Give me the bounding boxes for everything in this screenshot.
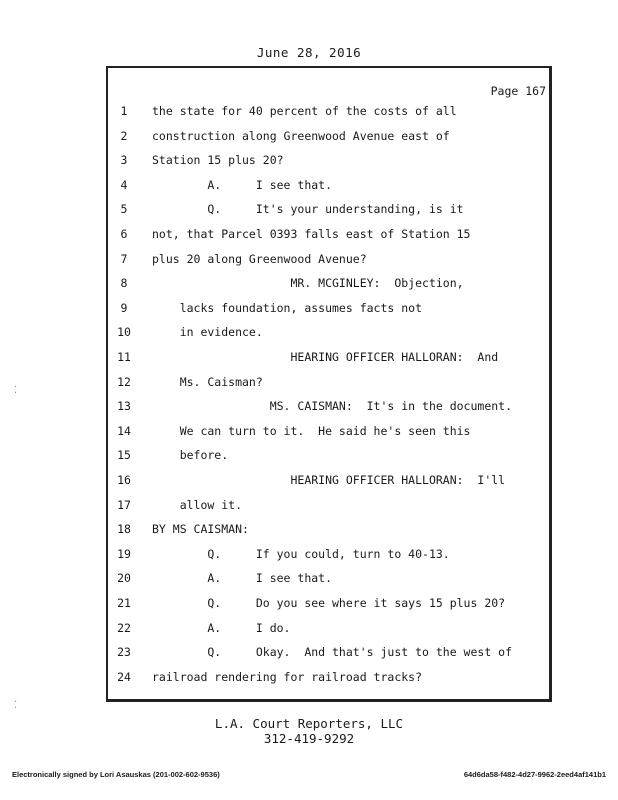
transcript-line	[106, 424, 552, 444]
line-text: before.	[152, 448, 229, 463]
line-number: 22	[117, 620, 131, 635]
line-text: MR. MCGINLEY: Objection,	[152, 276, 464, 291]
line-number: 9	[120, 300, 128, 315]
transcript-line	[106, 645, 552, 665]
line-text: Q. If you could, turn to 40-13.	[152, 546, 450, 561]
line-text: Q. It's your understanding, is it	[152, 202, 464, 217]
line-number: 12	[117, 374, 131, 389]
transcript-line	[106, 129, 552, 149]
line-text: the state for 40 percent of the costs of all	[152, 104, 457, 118]
line-text: Q. Do you see where it says 15 plus 20?	[152, 596, 506, 610]
transcript-line	[106, 301, 552, 321]
court-reporter-phone: 312-419-9292	[263, 731, 355, 746]
line-text: HEARING OFFICER HALLORAN: I'll	[152, 473, 506, 487]
line-text: in evidence.	[152, 325, 263, 340]
transcript-line	[106, 473, 552, 493]
transcript-line	[106, 596, 552, 616]
line-text: Ms. Caisman?	[152, 374, 263, 389]
transcript-line	[106, 547, 552, 567]
line-text: A. I see that.	[152, 571, 333, 586]
transcript-line	[106, 153, 552, 173]
scan-mark: ⁚	[14, 700, 18, 711]
transcript-line	[106, 399, 552, 419]
line-number: 13	[117, 399, 131, 414]
line-number: 15	[117, 448, 131, 463]
line-number: 8	[120, 276, 128, 291]
line-text: construction along Greenwood Avenue east of	[152, 128, 450, 143]
line-text: A. I see that.	[152, 177, 333, 192]
line-text: not, that Parcel 0393 falls east of Station 15	[152, 227, 471, 241]
transcript-line	[106, 670, 552, 690]
line-text: BY MS CAISMAN:	[152, 522, 249, 537]
line-number: 20	[117, 571, 131, 586]
line-text: railroad rendering for railroad tracks?	[152, 669, 423, 684]
line-number: 11	[117, 350, 131, 364]
line-text: lacks foundation, assumes facts not	[152, 300, 423, 315]
line-number: 14	[117, 423, 131, 438]
transcript-line	[106, 571, 552, 591]
transcript-line	[106, 276, 552, 296]
line-number: 18	[117, 522, 131, 537]
transcript-line	[106, 178, 552, 198]
line-text: HEARING OFFICER HALLORAN: And	[152, 350, 499, 364]
line-text: allow it.	[152, 497, 243, 512]
transcript-line	[106, 375, 552, 395]
page-number: Page 167	[490, 84, 546, 98]
line-text: MS. CAISMAN: It's in the document.	[152, 399, 513, 414]
line-number: 3	[120, 153, 128, 168]
transcript-line	[106, 498, 552, 518]
line-number: 24	[117, 669, 131, 684]
line-number: 10	[117, 325, 131, 340]
line-text: We can turn to it. He said he's seen this	[152, 423, 471, 438]
transcript-line	[106, 448, 552, 468]
document-id: 64d6da58-f482-4d27-9962-2eed4af141b1	[463, 770, 606, 779]
scan-mark: ⁚	[14, 385, 18, 396]
line-number: 5	[120, 202, 128, 217]
line-number: 17	[117, 497, 131, 512]
line-number: 6	[120, 227, 128, 241]
line-number: 1	[120, 104, 128, 118]
line-number: 19	[117, 546, 131, 561]
transcript-line	[106, 522, 552, 542]
transcript-line	[106, 621, 552, 641]
line-text: plus 20 along Greenwood Avenue?	[152, 251, 367, 266]
transcript-line	[106, 104, 552, 124]
court-reporter-name: L.A. Court Reporters, LLC	[214, 716, 404, 731]
line-number: 16	[117, 473, 131, 487]
line-number: 7	[120, 251, 128, 266]
line-number: 21	[117, 596, 131, 610]
transcript-line	[106, 202, 552, 222]
line-number: 23	[117, 645, 131, 660]
transcript-date: June 28, 2016	[256, 45, 362, 60]
transcript-line	[106, 252, 552, 272]
transcript-line	[106, 325, 552, 345]
line-text: Station 15 plus 20?	[152, 153, 284, 168]
line-number: 4	[120, 177, 128, 192]
line-text: A. I do.	[152, 620, 291, 635]
electronic-signature: Electronically signed by Lori Asauskas (201-002-602-9536)	[12, 770, 220, 779]
transcript-line	[106, 350, 552, 370]
line-number: 2	[120, 128, 128, 143]
line-text: Q. Okay. And that's just to the west of	[152, 645, 513, 660]
transcript-line	[106, 227, 552, 247]
